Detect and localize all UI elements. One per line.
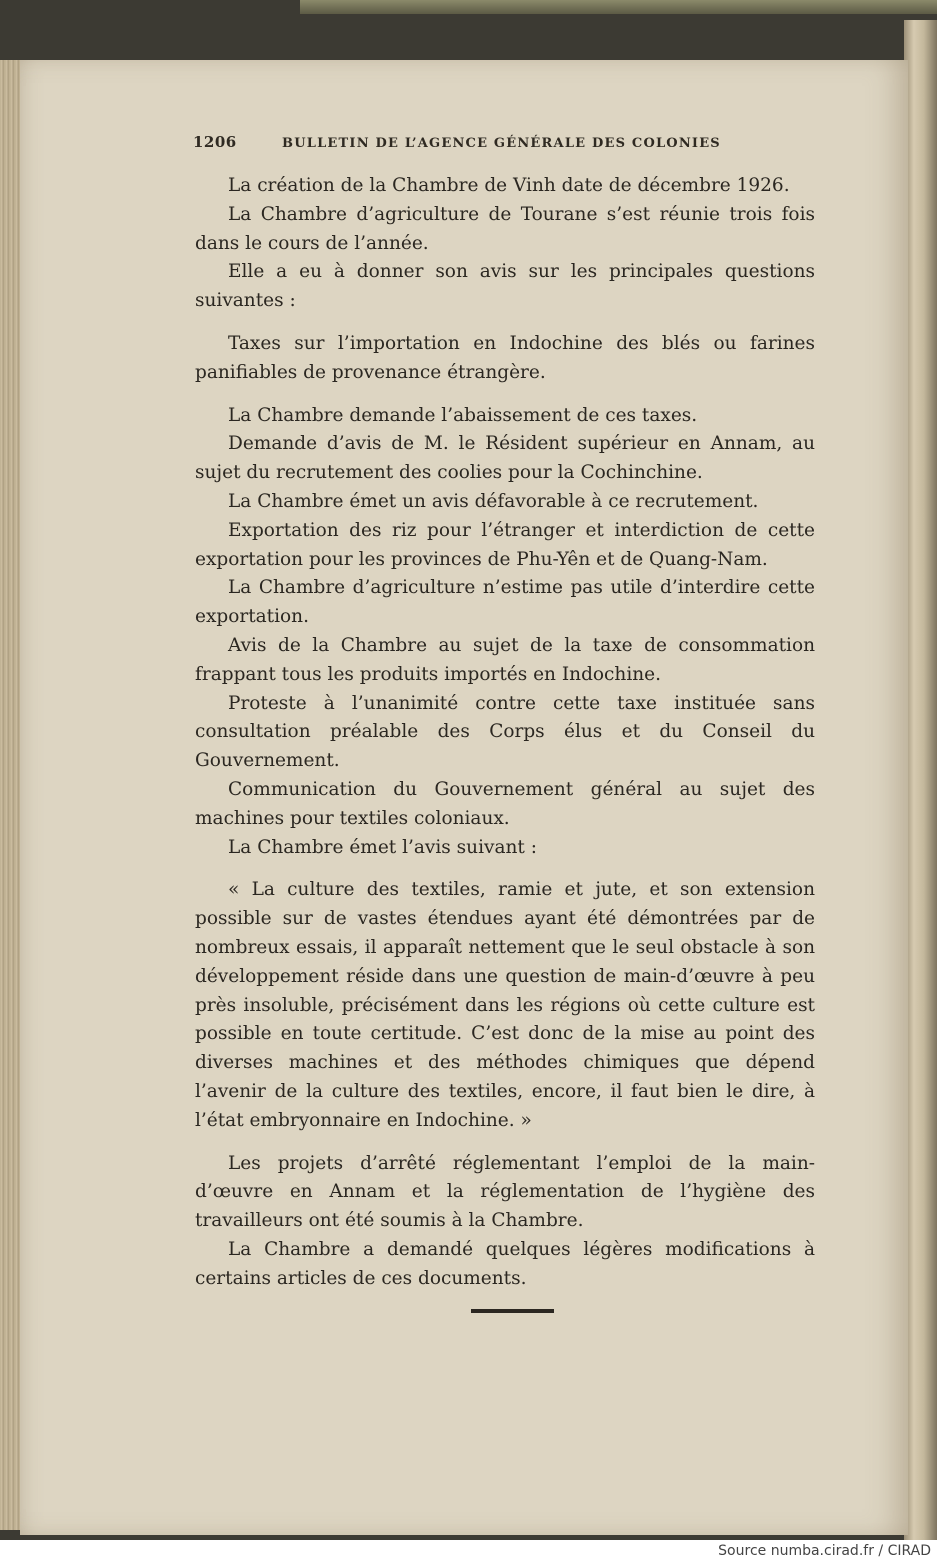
paragraph: La Chambre d’agriculture n’estime pas utile d’interdire cette exportation. — [195, 577, 815, 628]
paragraph: La Chambre émet un avis défavorable à ce recrutement. — [228, 490, 759, 512]
running-header — [193, 133, 723, 151]
paragraph: La Chambre émet l’avis suivant : — [228, 836, 537, 858]
paragraph: Elle a eu à donner son avis sur les principales questions suivantes : — [195, 261, 815, 312]
paragraph: La Chambre d’agriculture de Tourane s’est réunie trois fois dans le cours de l’année. — [195, 203, 815, 254]
body-text — [195, 172, 815, 1293]
paragraph: Communication du Gouvernement général au sujet des machines pour textiles coloniaux. — [195, 778, 815, 829]
paragraph: Proteste à l’unanimité contre cette taxe instituée sans consultation préalable des Corps élus et du Conseil du Gouvernement. — [195, 692, 815, 772]
book-page-edges-left — [0, 60, 22, 1530]
paragraph: Demande d’avis de M. le Résident supérieur en Annam, au sujet du recrutement des coolies pour la Cochinchine. — [195, 433, 815, 484]
book-top-edge — [300, 0, 937, 14]
paragraph: La Chambre a demandé quelques légères modifications à certains articles de ces documents. — [195, 1238, 815, 1289]
source-credit: Source numba.cirad.fr / CIRAD — [718, 1543, 931, 1559]
paragraph: Avis de la Chambre au sujet de la taxe de consommation frappant tous les produits importés en Indochine. — [195, 634, 815, 685]
paragraph: Exportation des riz pour l’étranger et interdiction de cette exportation pour les provinces de Phu-Yên et de Quang-Nam. — [195, 519, 815, 570]
paragraph: La création de la Chambre de Vinh date de décembre 1926. — [228, 175, 790, 196]
paragraph: Les projets d’arrêté réglementant l’emploi de la main-d’œuvre en Annam et la réglementation de l’hygiène des travailleurs ont été soumis à la Chambre. — [195, 1152, 815, 1232]
page-number: 1206 — [193, 133, 237, 151]
book-page-edges-right — [904, 20, 937, 1540]
paragraph: La Chambre demande l’abaissement de ces taxes. — [228, 404, 698, 426]
running-title: BULLETIN DE L’AGENCE GÉNÉRALE DES COLONIES — [282, 136, 721, 151]
paragraph: Taxes sur l’importation en Indochine des blés ou farines panifiables de provenance étrangère. — [195, 332, 815, 383]
quotation-paragraph: « La culture des textiles, ramie et jute, et son extension possible sur de vastes étendues ayant été démontrées par de nombreux essais, il apparaît nettement que le seul obstacle à son développement réside dans une question de main-d’œuvre à peu près insoluble, précisément dans les régions où cette culture est possible en toute certitude. C’est donc de la mise au point des diverses machines et des méthodes chimiques que dépend l’avenir de la culture des textiles, encore, il faut bien le dire, à l’état embryonnaire en Indochine. » — [195, 879, 815, 1131]
section-end-rule — [471, 1309, 554, 1313]
